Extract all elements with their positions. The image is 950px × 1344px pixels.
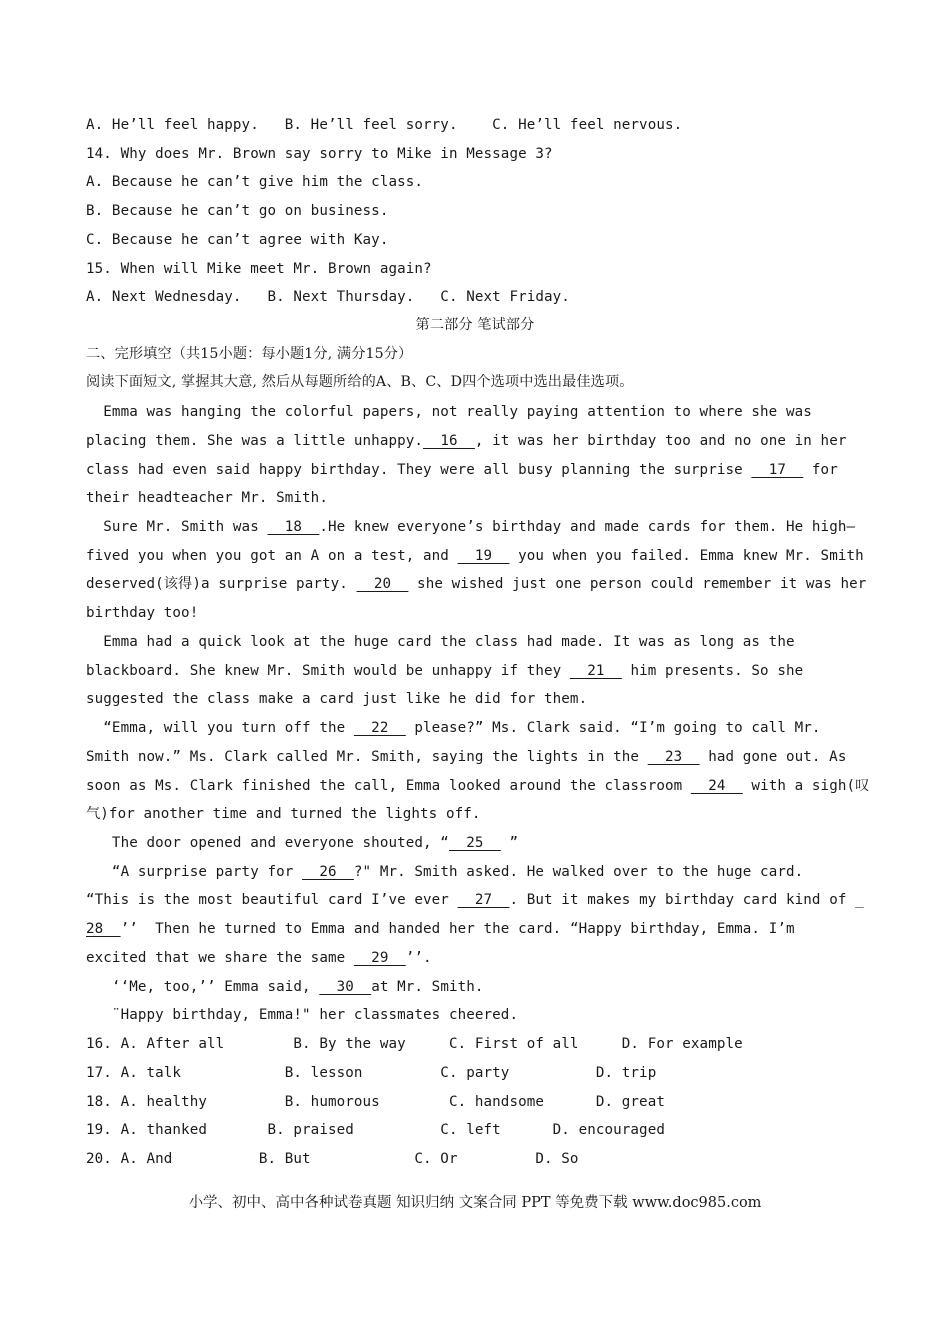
passage-line: soon as Ms. Clark finished the call, Emma looked around the classroom 24 with a sigh(叹 bbox=[86, 778, 870, 794]
passage-line: deserved(该得)a surprise party. 20 she wished just one person could remember it was her bbox=[86, 576, 867, 592]
blank-16: 16 bbox=[423, 433, 475, 449]
q13-options: A. He’ll feel happy. B. He’ll feel sorry. C. He’ll feel nervous. bbox=[86, 117, 683, 133]
blank-25: 25 bbox=[448, 835, 501, 851]
passage-line: class had even said happy birthday. They were all busy planning the surprise 17 for bbox=[86, 462, 838, 478]
passage-line: placing them. She was a little unhappy. 16 , it was her birthday too and no one in her bbox=[86, 433, 847, 449]
passage-line: blackboard. She knew Mr. Smith would be unhappy if they 21 him presents. So she bbox=[86, 663, 804, 679]
blank-24: 24 bbox=[690, 778, 743, 794]
passage-line: 气)for another time and turned the lights off. bbox=[86, 806, 481, 822]
passage-line: “Emma, will you turn off the 22 please?” Ms. Clark said. “I’m going to call Mr. bbox=[86, 720, 821, 736]
passage-line: fived you when you got an A on a test, and 19 you when you failed. Emma knew Mr. Smith bbox=[86, 548, 864, 564]
section2-instruction: 阅读下面短文, 掌握其大意, 然后从每题所给的A、B、C、D四个选项中选出最佳选项。 bbox=[86, 374, 634, 390]
page-footer: 小学、初中、高中各种试卷真题 知识归纳 文案合同 PPT 等免费下载 www.doc985.com bbox=[188, 1195, 762, 1211]
passage-line: Emma had a quick look at the huge card the class had made. It was as long as the bbox=[86, 634, 795, 650]
q18-options: 18. A. healthy B. humorous C. handsome D. great bbox=[86, 1094, 665, 1110]
blank-22: 22 bbox=[353, 720, 406, 736]
passage-line: 28 ’’ Then he turned to Emma and handed her the card. “Happy birthday, Emma. I’m bbox=[86, 921, 795, 937]
blank-26: 26 bbox=[302, 864, 354, 880]
blank-27: 27 bbox=[457, 892, 510, 908]
q17-options: 17. A. talk B. lesson C. party D. trip bbox=[86, 1065, 657, 1081]
blank-20: 20 bbox=[356, 576, 409, 592]
passage-line: “A surprise party for 26 ?" Mr. Smith asked. He walked over to the huge card. bbox=[86, 864, 804, 880]
blank-23: 23 bbox=[647, 749, 700, 765]
q19-options: 19. A. thanked B. praised C. left D. encouraged bbox=[86, 1122, 665, 1138]
passage-line: ‘‘Me, too,’’ Emma said, 30 at Mr. Smith. bbox=[86, 979, 484, 995]
blank-18: 18 bbox=[267, 519, 320, 535]
passage-line: birthday too! bbox=[86, 605, 199, 621]
q14-option-a: A. Because he can’t give him the class. bbox=[86, 174, 424, 190]
passage-line: The door opened and everyone shouted, “ 25 ” bbox=[86, 835, 519, 851]
blank-29: 29 bbox=[353, 950, 406, 966]
q15-options: A. Next Wednesday. B. Next Thursday. C. Next Friday. bbox=[86, 289, 570, 305]
blank-30: 30 bbox=[319, 979, 372, 995]
q16-options: 16. A. After all B. By the way C. First of all D. For example bbox=[86, 1036, 743, 1052]
passage-line: excited that we share the same 29 ’’. bbox=[86, 950, 432, 966]
passage-line: Emma was hanging the colorful papers, not really paying attention to where she was bbox=[86, 404, 812, 420]
blank-17: 17 bbox=[751, 462, 804, 478]
blank-19: 19 bbox=[457, 548, 510, 564]
blank-21: 21 bbox=[569, 663, 622, 679]
passage-line: their headteacher Mr. Smith. bbox=[86, 490, 328, 506]
passage-line: Sure Mr. Smith was 18 .He knew everyone’s birthday and made cards for them. He high— bbox=[86, 519, 856, 535]
q20-options: 20. A. And B. But C. Or D. So bbox=[86, 1151, 579, 1167]
section2-heading: 二、完形填空（共15小题：每小题1分, 满分15分） bbox=[86, 346, 413, 362]
q14-option-b: B. Because he can’t go on business. bbox=[86, 203, 389, 219]
passage-line: Smith now.” Ms. Clark called Mr. Smith, saying the lights in the 23 had gone out. As bbox=[86, 749, 847, 765]
q15-stem: 15. When will Mike meet Mr. Brown again? bbox=[86, 261, 432, 277]
q14-option-c: C. Because he can’t agree with Kay. bbox=[86, 232, 389, 248]
passage-line: suggested the class make a card just like he did for them. bbox=[86, 691, 588, 707]
passage-line: ¨Happy birthday, Emma!" her classmates cheered. bbox=[86, 1007, 519, 1023]
blank-28: 28 bbox=[86, 921, 121, 937]
q14-stem: 14. Why does Mr. Brown say sorry to Mike in Message 3? bbox=[86, 146, 553, 162]
part2-title: 第二部分 笔试部分 bbox=[415, 317, 535, 333]
passage-line: “This is the most beautiful card I’ve ever 27 . But it makes my birthday card kind of _ bbox=[86, 892, 864, 908]
